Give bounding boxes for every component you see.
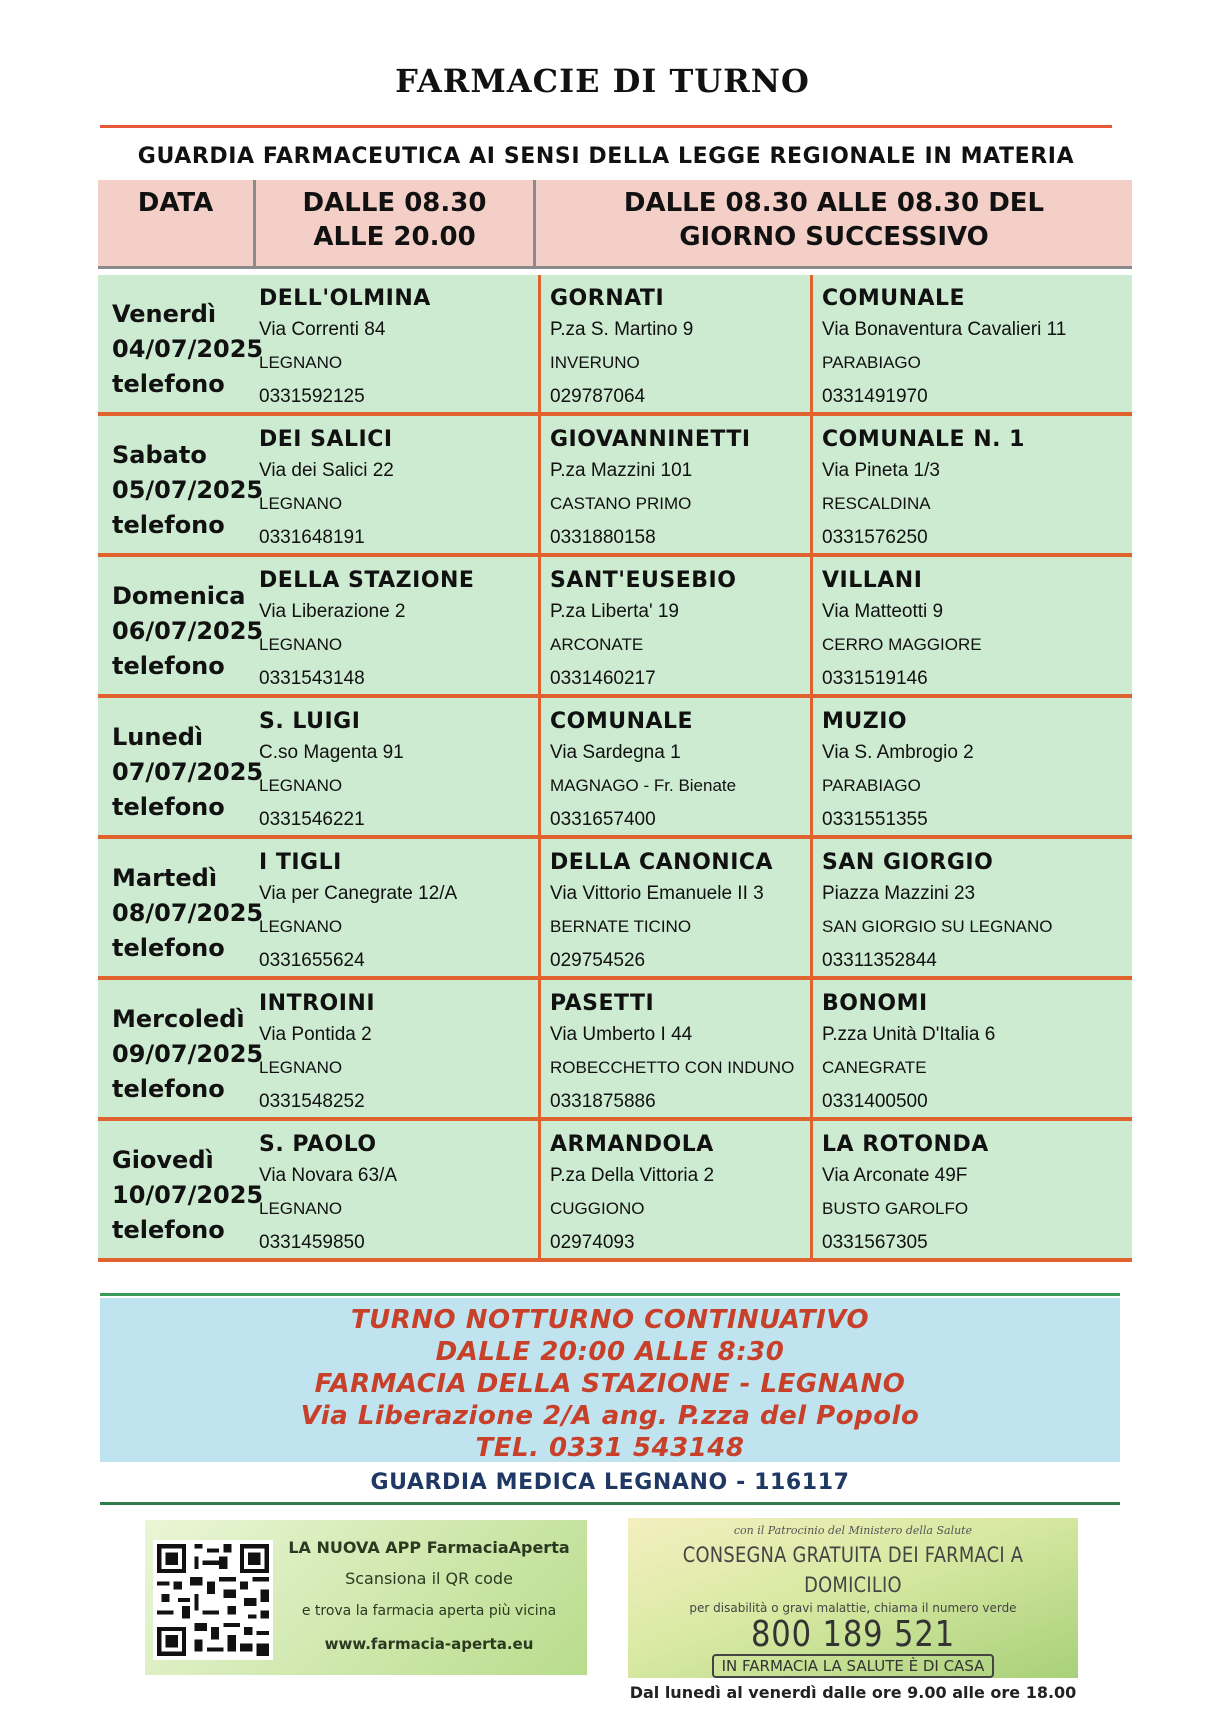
pharmacy-town: RESCALDINA bbox=[822, 494, 931, 513]
pharmacy-name: DELLA STAZIONE bbox=[259, 568, 475, 593]
pharmacy-town: PARABIAGO bbox=[822, 776, 921, 795]
pharmacy-town: LEGNANO bbox=[259, 1199, 343, 1218]
night-phone: TEL. 0331 543148 bbox=[475, 1433, 745, 1463]
pharmacy-phone[interactable]: 0331519146 bbox=[822, 668, 928, 689]
date-cell bbox=[98, 980, 264, 1117]
date: 08/07/2025 bbox=[112, 899, 264, 927]
date-cell bbox=[98, 416, 264, 553]
pharmacy-phone[interactable]: 0331551355 bbox=[822, 809, 928, 830]
page-title: FARMACIE DI TURNO bbox=[395, 62, 810, 100]
pharmacy-town: CASTANO PRIMO bbox=[550, 494, 692, 513]
pharmacy-cell bbox=[810, 839, 1132, 976]
pharmacy-town: LEGNANO bbox=[259, 1058, 343, 1077]
pharmacy-address: Via Correnti 84 bbox=[259, 319, 386, 340]
pharmacy-phone[interactable]: 0331543148 bbox=[259, 668, 365, 689]
pharmacy-town: MAGNAGO - Fr. Bienate bbox=[550, 776, 737, 795]
pharmacy-address: Via Liberazione 2 bbox=[259, 601, 406, 622]
night-pharmacy: FARMACIA DELLA STAZIONE - LEGNANO bbox=[314, 1369, 906, 1399]
toll-free-number[interactable]: 800 189 521 bbox=[750, 1614, 956, 1655]
pharmacy-address: Piazza Mazzini 23 bbox=[822, 883, 976, 904]
pharmacy-phone[interactable]: 0331460217 bbox=[550, 668, 656, 689]
pharmacy-town: CANEGRATE bbox=[822, 1058, 927, 1077]
schedule-table bbox=[98, 180, 1132, 1262]
pharmacy-cell bbox=[810, 1121, 1132, 1258]
pharmacy-cell bbox=[810, 698, 1132, 835]
pharmacy-phone[interactable]: 029754526 bbox=[550, 950, 646, 971]
pharmacy-name: DELLA CANONICA bbox=[550, 850, 774, 875]
pharmacy-cell bbox=[538, 980, 810, 1117]
pharmacy-address: Via S. Ambrogio 2 bbox=[822, 742, 974, 763]
date-cell bbox=[98, 557, 264, 694]
pharmacy-town: ROBECCHETTO CON INDUNO bbox=[550, 1058, 795, 1077]
pharmacy-phone[interactable]: 0331655624 bbox=[259, 950, 365, 971]
phone-label: telefono bbox=[112, 793, 225, 821]
divider-top bbox=[100, 125, 1112, 128]
home-delivery-banner bbox=[628, 1518, 1078, 1702]
table-row bbox=[98, 698, 1132, 839]
night-shift-box bbox=[100, 1298, 1120, 1462]
pharmacy-phone[interactable]: 0331648191 bbox=[259, 527, 365, 548]
pharmacy-town: LEGNANO bbox=[259, 353, 343, 372]
pharmacy-phone[interactable]: 029787064 bbox=[550, 386, 646, 407]
pharmacy-cell bbox=[538, 839, 810, 976]
pharmacy-address: Via Novara 63/A bbox=[259, 1165, 398, 1186]
table-row bbox=[98, 839, 1132, 980]
pharmacy-phone[interactable]: 0331491970 bbox=[822, 386, 928, 407]
date: 06/07/2025 bbox=[112, 617, 264, 645]
date: 07/07/2025 bbox=[112, 758, 264, 786]
pharmacy-phone[interactable]: 02974093 bbox=[550, 1232, 635, 1253]
pharmacy-address: Via Vittorio Emanuele II 3 bbox=[550, 883, 764, 904]
pharmacy-town: LEGNANO bbox=[259, 635, 343, 654]
pharmacy-cell bbox=[253, 416, 538, 553]
date: 04/07/2025 bbox=[112, 335, 264, 363]
pharmacy-name: COMUNALE bbox=[550, 709, 694, 734]
pharmacy-town: LEGNANO bbox=[259, 917, 343, 936]
pharmacy-cell bbox=[253, 557, 538, 694]
pharmacy-town: CUGGIONO bbox=[550, 1199, 645, 1218]
pharmacy-address: P.za Liberta' 19 bbox=[550, 601, 679, 622]
table-body bbox=[98, 275, 1132, 1262]
table-row bbox=[98, 275, 1132, 416]
patronage-text: con il Patrocinio del Ministero della Salute bbox=[733, 1524, 973, 1537]
qr-code-icon[interactable] bbox=[153, 1540, 273, 1660]
pharmacy-name: LA ROTONDA bbox=[822, 1132, 989, 1157]
date: 10/07/2025 bbox=[112, 1181, 264, 1209]
table-header bbox=[98, 180, 1132, 269]
pharmacy-town: LEGNANO bbox=[259, 494, 343, 513]
weekday: Venerdì bbox=[112, 300, 217, 328]
date: 09/07/2025 bbox=[112, 1040, 264, 1068]
pharmacy-address: P.za Mazzini 101 bbox=[550, 460, 693, 481]
weekday: Martedì bbox=[112, 864, 218, 892]
guardia-medica: GUARDIA MEDICA LEGNANO - 116117 bbox=[370, 1470, 850, 1495]
pharmacy-name: VILLANI bbox=[822, 568, 923, 593]
pharmacy-town: INVERUNO bbox=[550, 353, 640, 372]
pharmacy-address: Via Bonaventura Cavalieri 11 bbox=[822, 319, 1067, 340]
night-address: Via Liberazione 2/A ang. P.zza del Popolo bbox=[300, 1401, 920, 1431]
table-row bbox=[98, 980, 1132, 1121]
delivery-subline: per disabilità o gravi malattie, chiama il numero verde bbox=[689, 1601, 1017, 1615]
delivery-slogan: IN FARMACIA LA SALUTE È DI CASA bbox=[712, 1654, 995, 1678]
pharmacy-phone[interactable]: 0331400500 bbox=[822, 1091, 928, 1112]
pharmacy-address: Via Matteotti 9 bbox=[822, 601, 944, 622]
pharmacy-cell bbox=[253, 698, 538, 835]
night-hours: DALLE 20:00 ALLE 8:30 bbox=[435, 1337, 785, 1367]
pharmacy-town: BERNATE TICINO bbox=[550, 917, 692, 936]
pharmacy-cell bbox=[253, 980, 538, 1117]
pharmacy-address: Via per Canegrate 12/A bbox=[259, 883, 458, 904]
pharmacy-name: S. LUIGI bbox=[259, 709, 361, 734]
pharmacy-phone[interactable]: 0331875886 bbox=[550, 1091, 656, 1112]
pharmacy-name: COMUNALE bbox=[822, 286, 966, 311]
pharmacy-name: SANT'EUSEBIO bbox=[550, 568, 737, 593]
pharmacy-address: P.za Della Vittoria 2 bbox=[550, 1165, 715, 1186]
app-banner-text: LA NUOVA APP FarmaciaAperta Scansiona il QR code e trova la farmacia aperta più vicina www.farmacia-aperta.eu bbox=[275, 1534, 583, 1662]
pharmacy-cell bbox=[538, 698, 810, 835]
phone-label: telefono bbox=[112, 511, 225, 539]
pharmacy-name: S. PAOLO bbox=[259, 1132, 377, 1157]
pharmacy-address: P.za S. Martino 9 bbox=[550, 319, 694, 340]
pharmacy-phone[interactable]: 0331880158 bbox=[550, 527, 656, 548]
pharmacy-cell bbox=[253, 839, 538, 976]
table-row bbox=[98, 1121, 1132, 1262]
pharmacy-name: INTROINI bbox=[259, 991, 376, 1016]
date: 05/07/2025 bbox=[112, 476, 264, 504]
pharmacy-phone[interactable]: 0331576250 bbox=[822, 527, 928, 548]
date-cell bbox=[98, 698, 264, 835]
pharmacy-address: P.zza Unità D'Italia 6 bbox=[822, 1024, 996, 1045]
weekday: Sabato bbox=[112, 441, 207, 469]
table-row bbox=[98, 557, 1132, 698]
date-cell bbox=[98, 839, 264, 976]
divider-green-1 bbox=[100, 1293, 1120, 1296]
app-website-link[interactable]: www.farmacia-aperta.eu bbox=[324, 1635, 534, 1653]
divider-green-2 bbox=[100, 1502, 1120, 1505]
pharmacy-name: PASETTI bbox=[550, 991, 655, 1016]
pharmacy-cell bbox=[810, 416, 1132, 553]
phone-label: telefono bbox=[112, 370, 225, 398]
pharmacy-name: DELL'OLMINA bbox=[259, 286, 431, 311]
pharmacy-cell bbox=[253, 1121, 538, 1258]
phone-label: telefono bbox=[112, 1216, 225, 1244]
pharmacy-cell bbox=[253, 275, 538, 412]
pharmacy-name: ARMANDOLA bbox=[550, 1132, 714, 1157]
phone-label: telefono bbox=[112, 652, 225, 680]
date-cell bbox=[98, 1121, 264, 1258]
pharmacy-address: C.so Magenta 91 bbox=[259, 742, 404, 763]
weekday: Giovedì bbox=[112, 1146, 214, 1174]
phone-label: telefono bbox=[112, 1075, 225, 1103]
pharmacy-town: LEGNANO bbox=[259, 776, 343, 795]
pharmacy-address: Via dei Salici 22 bbox=[259, 460, 394, 481]
pharmacy-phone[interactable]: 0331657400 bbox=[550, 809, 656, 830]
pharmacy-name: DEI SALICI bbox=[259, 427, 393, 452]
delivery-headline: CONSEGNA GRATUITA DEI FARMACI A DOMICILIO bbox=[682, 1543, 1024, 1597]
pharmacy-name: I TIGLI bbox=[259, 850, 342, 875]
pharmacy-name: COMUNALE N. 1 bbox=[822, 427, 1025, 452]
app-banner[interactable] bbox=[145, 1520, 587, 1675]
pharmacy-phone[interactable]: 03311352844 bbox=[822, 950, 937, 971]
pharmacy-phone[interactable]: 0331548252 bbox=[259, 1091, 365, 1112]
pharmacy-town: CERRO MAGGIORE bbox=[822, 635, 982, 654]
pharmacy-phone[interactable]: 0331592125 bbox=[259, 386, 365, 407]
weekday: Domenica bbox=[112, 582, 246, 610]
header-full-shift: DALLE 08.30 ALLE 08.30 DEL GIORNO SUCCESSIVO bbox=[533, 180, 1132, 266]
pharmacy-name: SAN GIORGIO bbox=[822, 850, 994, 875]
pharmacy-phone[interactable]: 0331546221 bbox=[259, 809, 365, 830]
pharmacy-phone[interactable]: 0331567305 bbox=[822, 1232, 928, 1253]
pharmacy-name: GORNATI bbox=[550, 286, 665, 311]
pharmacy-name: MUZIO bbox=[822, 709, 908, 734]
pharmacy-cell bbox=[810, 557, 1132, 694]
pharmacy-town: BUSTO GAROLFO bbox=[822, 1199, 969, 1218]
night-title: TURNO NOTTURNO CONTINUATIVO bbox=[350, 1305, 870, 1335]
pharmacy-name: GIOVANNINETTI bbox=[550, 427, 751, 452]
table-row bbox=[98, 416, 1132, 557]
weekday: Lunedì bbox=[112, 723, 204, 751]
phone-label: telefono bbox=[112, 934, 225, 962]
header-day-shift: DALLE 08.30 ALLE 20.00 bbox=[253, 180, 533, 266]
pharmacy-address: Via Sardegna 1 bbox=[550, 742, 681, 763]
pharmacy-address: Via Pineta 1/3 bbox=[822, 460, 940, 481]
pharmacy-cell bbox=[538, 557, 810, 694]
page-subtitle: GUARDIA FARMACEUTICA AI SENSI DELLA LEGGE REGIONALE IN MATERIA bbox=[137, 144, 1075, 169]
pharmacy-town: PARABIAGO bbox=[822, 353, 921, 372]
pharmacy-address: Via Pontida 2 bbox=[259, 1024, 372, 1045]
pharmacy-address: Via Umberto I 44 bbox=[550, 1024, 693, 1045]
date-cell bbox=[98, 275, 264, 412]
pharmacy-town: ARCONATE bbox=[550, 635, 644, 654]
header-date: DATA bbox=[137, 188, 214, 218]
pharmacy-cell bbox=[538, 416, 810, 553]
pharmacy-phone[interactable]: 0331459850 bbox=[259, 1232, 365, 1253]
pharmacy-cell bbox=[810, 275, 1132, 412]
pharmacy-cell bbox=[810, 980, 1132, 1117]
pharmacy-cell bbox=[538, 1121, 810, 1258]
pharmacy-name: BONOMI bbox=[822, 991, 928, 1016]
pharmacy-cell bbox=[538, 275, 810, 412]
delivery-hours: Dal lunedì al venerdì dalle ore 9.00 alle ore 18.00 bbox=[629, 1683, 1077, 1702]
weekday: Mercoledì bbox=[112, 1005, 245, 1033]
pharmacy-address: Via Arconate 49F bbox=[822, 1165, 968, 1186]
pharmacy-town: SAN GIORGIO SU LEGNANO bbox=[822, 917, 1053, 936]
